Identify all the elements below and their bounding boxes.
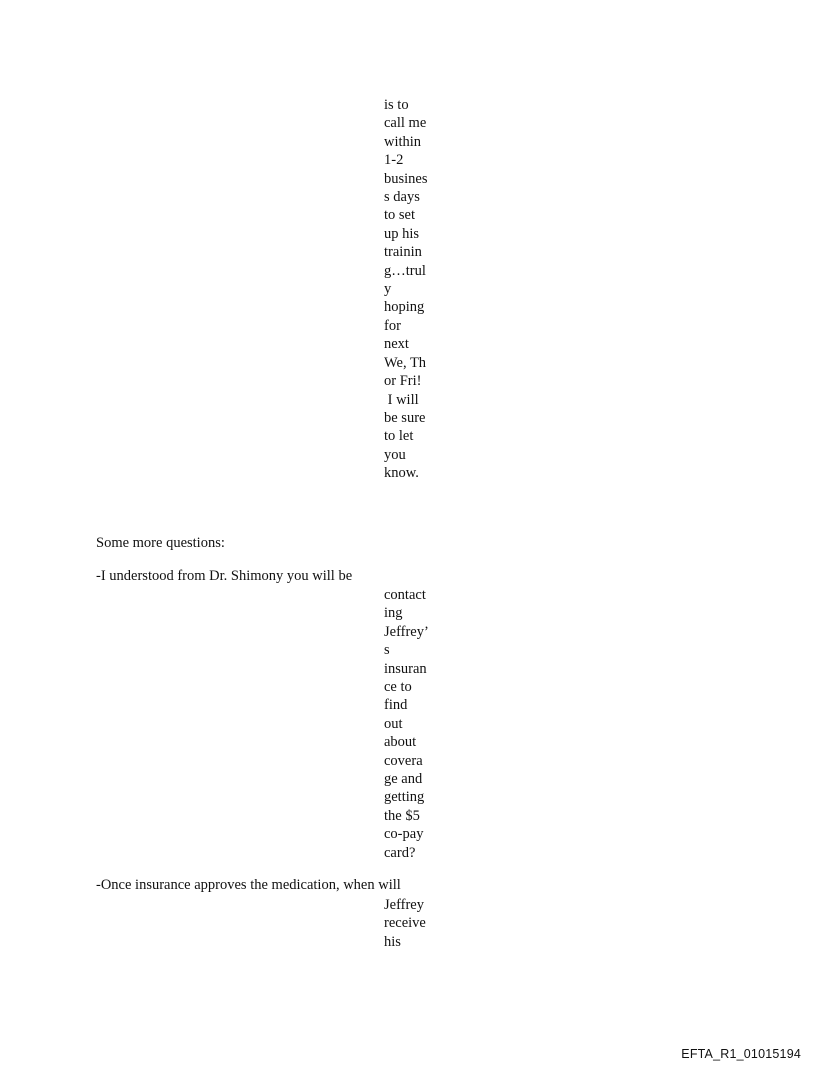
text-line: up his xyxy=(384,225,420,242)
text-line: ing xyxy=(384,605,403,622)
question-2-lead: -Once insurance approves the medication, when will xyxy=(96,877,401,893)
text-line: trainin xyxy=(384,244,422,261)
text-line: I will xyxy=(384,391,419,408)
text-line: to set xyxy=(384,207,416,224)
text-line: out xyxy=(384,715,403,732)
text-line: the $5 xyxy=(384,807,420,824)
text-line: ce to xyxy=(384,679,412,696)
text-line: s xyxy=(384,642,390,659)
text-line: to let xyxy=(384,428,414,445)
text-line: y xyxy=(384,281,392,298)
text-line: s days xyxy=(384,189,420,206)
text-line: within xyxy=(384,133,422,150)
text-line: 1-2 xyxy=(384,152,404,169)
text-line: card? xyxy=(384,844,416,861)
text-line: be sure xyxy=(384,409,426,426)
text-line: receive xyxy=(384,915,426,932)
text-line: you xyxy=(384,446,406,463)
text-line: call me xyxy=(384,115,427,132)
text-line: is to xyxy=(384,97,409,113)
message-continuation xyxy=(384,96,444,483)
text-line: or Fri! xyxy=(384,373,422,390)
text-line: his xyxy=(384,933,401,950)
text-line: getting xyxy=(384,789,425,806)
text-line: find xyxy=(384,697,408,714)
text-line: about xyxy=(384,734,417,751)
text-line: co-pay xyxy=(384,826,424,843)
text-line: busines xyxy=(384,170,428,187)
text-line: Jeffrey xyxy=(384,897,424,913)
text-line: know. xyxy=(384,465,419,482)
text-line: insuran xyxy=(384,660,427,677)
text-line: for xyxy=(384,317,401,334)
text-line: covera xyxy=(384,752,423,769)
text-line: contact xyxy=(384,587,426,603)
document-id-footer: EFTA_R1_01015194 xyxy=(681,1047,801,1061)
text-line: Jeffrey’ xyxy=(384,623,429,640)
question-1-continuation xyxy=(384,586,444,862)
text-line: ge and xyxy=(384,771,423,788)
questions-heading: Some more questions: xyxy=(96,535,225,551)
question-1-lead: -I understood from Dr. Shimony you will be xyxy=(96,568,353,584)
text-line: hoping xyxy=(384,299,425,316)
text-line: next xyxy=(384,336,409,353)
text-line: We, Th xyxy=(384,354,427,371)
text-line: g…trul xyxy=(384,262,426,279)
question-2-continuation xyxy=(384,896,444,951)
